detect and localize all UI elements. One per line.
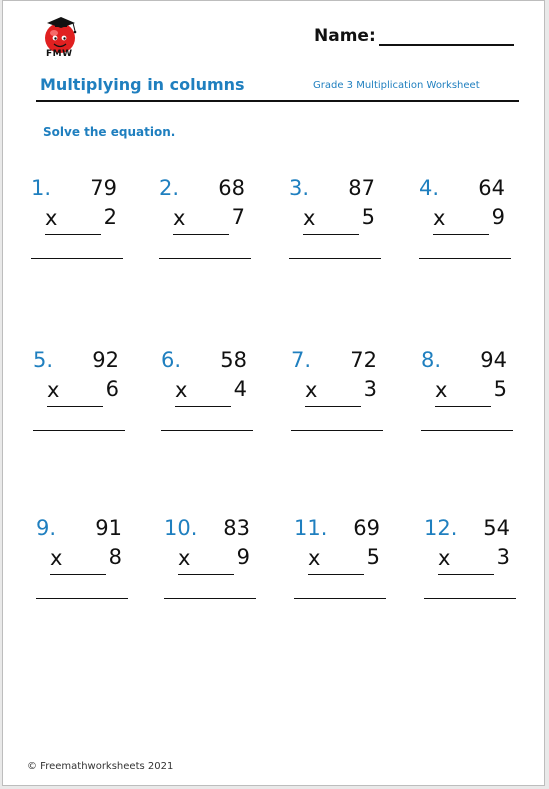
answer-line[interactable] [31,258,123,259]
multiplicand: 69 [353,516,380,540]
answer-line[interactable] [164,598,256,599]
multiply-sign: x [308,546,321,570]
problem-number: 7. [291,348,312,372]
multiplicand: 58 [220,348,247,372]
answer-line[interactable] [294,598,386,599]
multiplier: 3 [363,377,377,401]
answer-line[interactable] [421,430,513,431]
problem-number: 11. [294,516,328,540]
multiplicand: 64 [478,176,505,200]
multiplicand: 68 [218,176,245,200]
multiply-sign: x [433,206,446,230]
answer-line[interactable] [424,598,516,599]
answer-line[interactable] [33,430,125,431]
multiplicand: 83 [223,516,250,540]
answer-line[interactable] [36,598,128,599]
operand-underline [433,234,489,235]
answer-line[interactable] [419,258,511,259]
problem-10 [164,516,260,596]
problem-8 [421,348,517,428]
multiplier: 5 [493,377,507,401]
multiplier: 4 [233,377,247,401]
operand-underline [438,574,494,575]
problem-number: 10. [164,516,198,540]
operand-underline [178,574,234,575]
name-label: Name: [314,26,376,46]
operand-underline [303,234,359,235]
problem-3 [289,176,385,256]
multiplier: 9 [491,205,505,229]
multiply-sign: x [175,378,188,402]
worksheet-page [2,0,545,786]
operand-underline [173,234,229,235]
multiply-sign: x [305,378,318,402]
multiply-sign: x [47,378,60,402]
problem-number: 2. [159,176,180,200]
problem-5 [33,348,129,428]
problem-11 [294,516,390,596]
multiplicand: 94 [480,348,507,372]
problem-number: 5. [33,348,54,372]
instruction-text: Solve the equation. [43,125,176,139]
multiply-sign: x [438,546,451,570]
problem-number: 1. [31,176,52,200]
operand-underline [175,406,231,407]
multiplier: 6 [105,377,119,401]
multiplicand: 54 [483,516,510,540]
multiplicand: 92 [92,348,119,372]
multiply-sign: x [45,206,58,230]
multiplier: 8 [108,545,122,569]
problem-9 [36,516,132,596]
operand-underline [47,406,103,407]
problem-12 [424,516,520,596]
problem-number: 3. [289,176,310,200]
problem-number: 8. [421,348,442,372]
answer-line[interactable] [291,430,383,431]
problem-number: 9. [36,516,57,540]
copyright-footer: © Freemathworksheets 2021 [27,761,174,772]
multiply-sign: x [303,206,316,230]
header-divider [36,100,519,102]
multiplicand: 72 [350,348,377,372]
name-input-line[interactable] [379,44,514,46]
multiply-sign: x [50,546,63,570]
problem-2 [159,176,255,256]
multiplier: 2 [103,205,117,229]
problem-7 [291,348,387,428]
operand-underline [308,574,364,575]
multiplicand: 91 [95,516,122,540]
problem-number: 12. [424,516,458,540]
problem-number: 6. [161,348,182,372]
multiply-sign: x [178,546,191,570]
operand-underline [45,234,101,235]
multiplier: 5 [366,545,380,569]
multiplier: 5 [361,205,375,229]
answer-line[interactable] [159,258,251,259]
multiplier: 7 [231,205,245,229]
operand-underline [305,406,361,407]
problem-number: 4. [419,176,440,200]
problem-6 [161,348,257,428]
operand-underline [50,574,106,575]
multiplicand: 87 [348,176,375,200]
answer-line[interactable] [161,430,253,431]
problem-4 [419,176,515,256]
multiplicand: 79 [90,176,117,200]
multiply-sign: x [173,206,186,230]
worksheet-title: Multiplying in columns [40,75,245,94]
worksheet-subtitle: Grade 3 Multiplication Worksheet [313,80,480,91]
answer-line[interactable] [289,258,381,259]
problem-1 [31,176,127,256]
operand-underline [435,406,491,407]
logo-text: FMW [46,49,73,59]
multiplier: 3 [496,545,510,569]
multiplier: 9 [236,545,250,569]
multiply-sign: x [435,378,448,402]
